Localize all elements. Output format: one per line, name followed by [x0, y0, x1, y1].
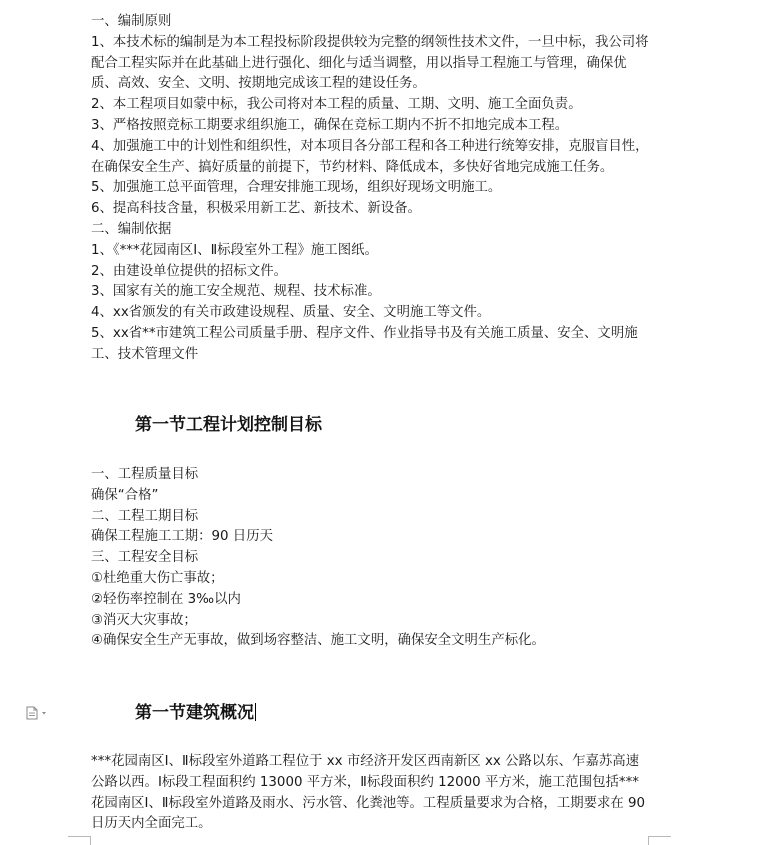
- paragraph: 3、国家有关的施工安全规范、规程、技术标准。: [91, 284, 381, 300]
- paragraph: ②轻伤率控制在 3‰以内: [91, 591, 241, 607]
- paragraph: 6、提高科技含量，积极采用新工艺、新技术、新设备。: [91, 201, 421, 217]
- paragraph: 二、工程工期目标: [91, 508, 199, 524]
- heading-text: 第一节工程计划控制目标: [135, 415, 322, 435]
- paragraph: 一、编制原则: [91, 14, 172, 29]
- paragraph: 4、xx省颁发的有关市政建设规程、质量、安全、文明施工等文件。: [91, 305, 491, 321]
- document-options-icon[interactable]: [26, 705, 48, 719]
- section-heading-building-overview: [135, 702, 256, 724]
- page-corner-mark-left: [68, 836, 91, 845]
- paragraph: 2、由建设单位提供的招标文件。: [91, 263, 287, 279]
- section-targets: [91, 465, 651, 652]
- paragraph: 一、工程质量目标: [91, 467, 199, 482]
- paragraph: 三、工程安全目标: [91, 550, 199, 566]
- paragraph: ③消灭大灾事故；: [91, 612, 197, 628]
- page-corner-mark-right: [648, 836, 671, 845]
- paragraph: 2、本工程项目如蒙中标，我公司将对本工程的质量、工期、文明、施工全面负责。: [91, 97, 582, 113]
- paragraph: 1、本技术标的编制是为本工程投标阶段提供较为完整的纲领性技术文件，一旦中标，我公司将配合工程实际并在此基础上进行强化、细化与适当调整，用以指导工程施工与管理，确保优质、高效、安全、文明、按期地完成该工程的建设任务。: [91, 34, 649, 92]
- text-cursor: [255, 703, 256, 721]
- paragraph: ①杜绝重大伤亡事故；: [91, 570, 224, 586]
- paragraph: 确保“合格”: [91, 487, 159, 503]
- paragraph: 4、加强施工中的计划性和组织性，对本项目各分部工程和各工种进行统筹安排，克服盲目性，在确保安全生产、搞好质量的前提下，节约材料、降低成本，多快好省地完成施工任务。: [91, 138, 649, 175]
- section-heading-plan-targets: [135, 414, 322, 436]
- paragraph: 确保工程施工工期：90 日历天: [91, 529, 273, 545]
- paragraph: 二、编制依据: [91, 221, 172, 237]
- section-building-overview: [91, 752, 651, 835]
- paragraph: 5、xx省**市建筑工程公司质量手册、程序文件、作业指导书及有关施工质量、安全、文明施工、技术管理文件: [91, 325, 638, 362]
- paragraph: 3、严格按照竞标工期要求组织施工，确保在竞标工期内不折不扣地完成本工程。: [91, 117, 569, 133]
- paragraph: 5、加强施工总平面管理，合理安排施工现场，组织好现场文明施工。: [91, 180, 502, 196]
- paragraph: ④确保安全生产无事故，做到场容整洁、施工文明，确保安全文明生产标化。: [91, 633, 545, 649]
- section-compilation-principles: [91, 12, 651, 366]
- paragraph: ***花园南区Ⅰ、Ⅱ标段室外道路工程位于 xx 市经济开发区西南新区 xx 公路以东、乍嘉苏高速公路以西。Ⅰ标段工程面积约 13000 平方米，Ⅱ标段面积约 12000 平方米，施工范围包括***花园南区Ⅰ、Ⅱ标段室外道路及雨水、污水管、化粪池等。工程质量要求为合格，工期要求在 90 日历天内全面完工。: [91, 754, 650, 832]
- heading-text: 第一节建筑概况: [135, 703, 254, 723]
- paragraph: 1、《***花园南区Ⅰ、Ⅱ标段室外工程》施工图纸。: [91, 242, 378, 258]
